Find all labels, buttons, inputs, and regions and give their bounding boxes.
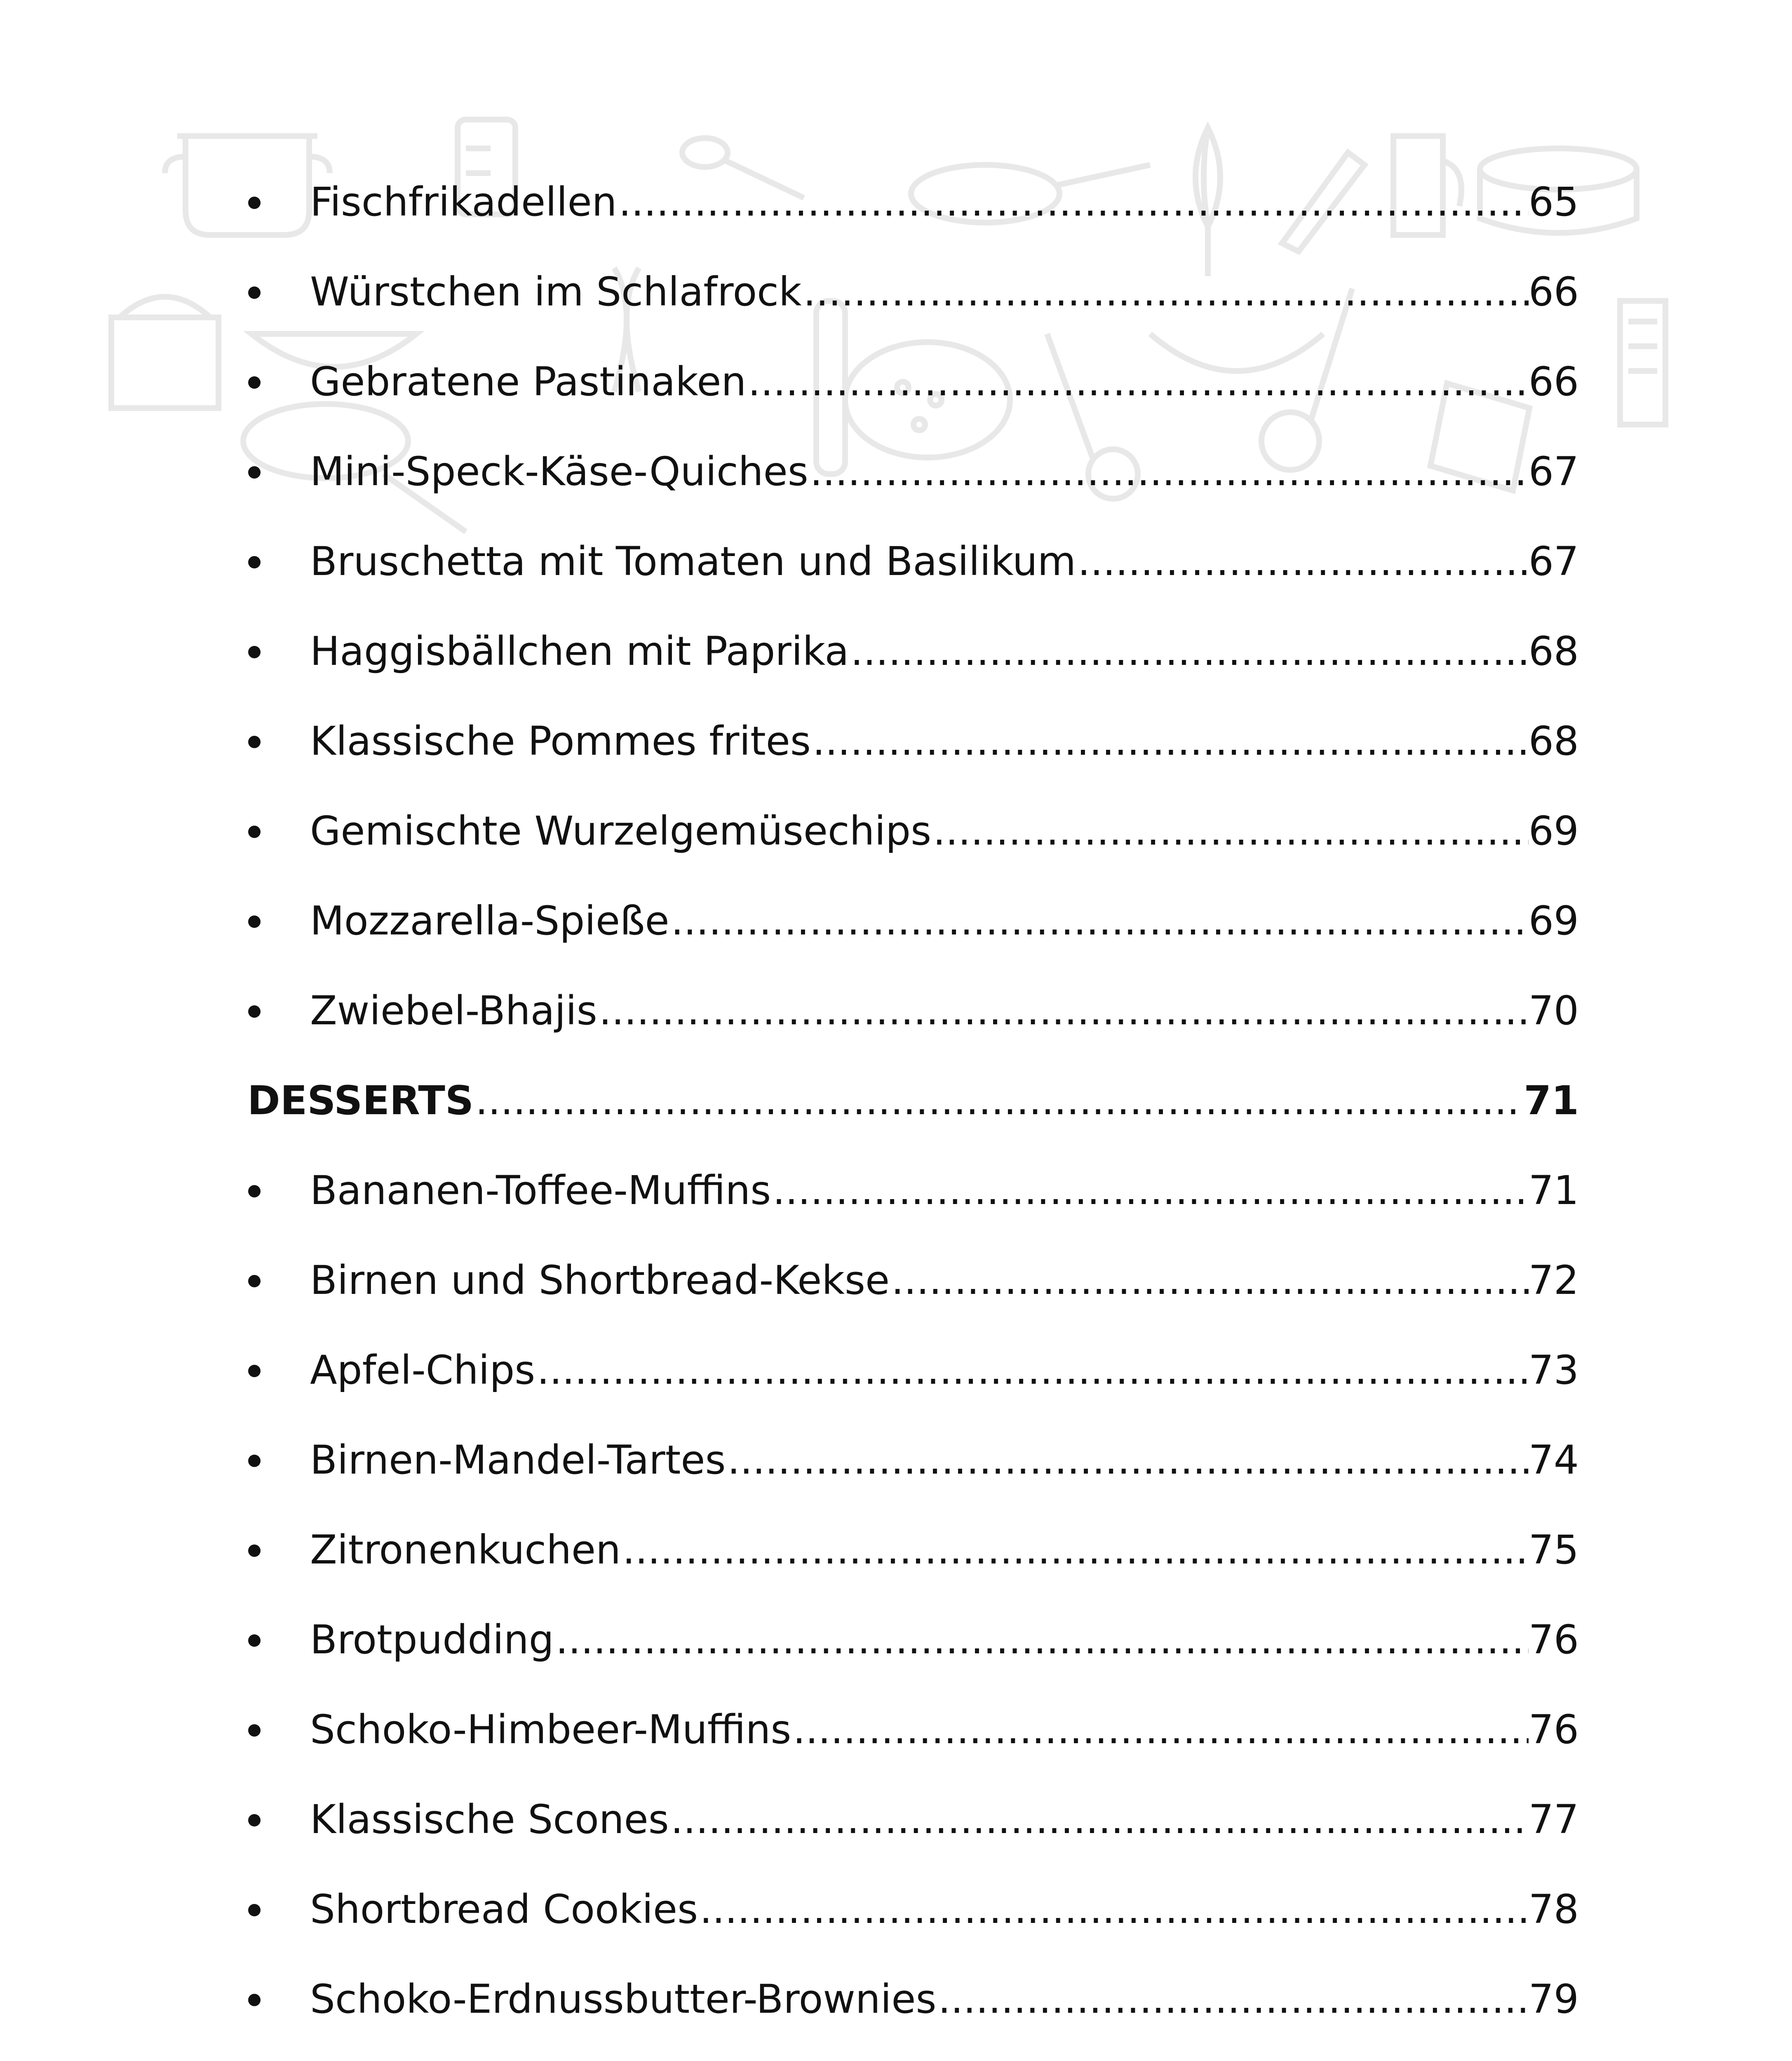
dot-leader: [771, 1162, 1529, 1219]
dot-leader: [621, 1521, 1529, 1579]
toc-entry[interactable]: [247, 443, 1579, 533]
bullet-icon: [248, 1365, 261, 1377]
toc-entry[interactable]: [247, 712, 1579, 802]
bullet-icon: [248, 1634, 261, 1647]
toc-entry[interactable]: [247, 1251, 1579, 1341]
toc-entry-title: Gebratene Pastinaken: [310, 359, 747, 405]
toc-entry-title: Klassische Pommes frites: [310, 718, 811, 764]
toc-entry-title: Klassische Scones: [310, 1796, 669, 1843]
toc-entry[interactable]: [247, 533, 1579, 622]
toc-entry[interactable]: [247, 1701, 1579, 1791]
toc-entry[interactable]: [247, 1880, 1579, 1970]
toc-entry-page: 66: [1528, 269, 1579, 315]
dot-leader: [1076, 533, 1529, 590]
toc-entry[interactable]: [247, 1611, 1579, 1701]
toc-entry[interactable]: [247, 982, 1579, 1072]
toc-entry[interactable]: [247, 1970, 1579, 2060]
dot-leader: [669, 1791, 1529, 1848]
toc-entry-title: Schoko-Himbeer-Muffins: [310, 1707, 791, 1753]
dot-leader: [617, 173, 1528, 231]
toc-entry-title: Würstchen im Schlafrock: [310, 269, 802, 315]
bullet-icon: [248, 556, 261, 568]
toc-entry[interactable]: [247, 1521, 1579, 1611]
toc-entry[interactable]: [247, 1431, 1579, 1521]
bullet-icon: [248, 1994, 261, 2006]
bullet-icon: [248, 736, 261, 748]
toc-entry-page: 69: [1528, 808, 1579, 854]
toc-entry-page: 76: [1528, 1617, 1579, 1663]
toc-entry[interactable]: [247, 622, 1579, 712]
toc-section-title: DESSERTS: [247, 1077, 474, 1124]
dot-leader: [726, 1431, 1528, 1489]
dot-leader: [936, 1970, 1528, 2028]
toc-entry-title: Apfel-Chips: [310, 1347, 535, 1393]
toc-entry[interactable]: [247, 353, 1579, 443]
bullet-icon: [248, 1724, 261, 1737]
toc-entry-page: 75: [1528, 1527, 1579, 1573]
bullet-icon: [248, 1545, 261, 1557]
toc-entry-page: 67: [1528, 448, 1579, 495]
toc-entry[interactable]: [247, 173, 1579, 263]
bullet-icon: [248, 1904, 261, 1916]
bullet-icon: [248, 1455, 261, 1467]
dot-leader: [554, 1611, 1529, 1669]
toc-entry[interactable]: [247, 802, 1579, 892]
bullet-icon: [248, 646, 261, 658]
toc-entry-page: 68: [1528, 628, 1579, 674]
toc-entry-page: 70: [1528, 988, 1579, 1034]
toc-entry-page: 74: [1528, 1437, 1579, 1483]
bullet-icon: [248, 1275, 261, 1287]
toc-entry-page: 72: [1528, 1257, 1579, 1303]
toc-entry-title: Birnen und Shortbread-Kekse: [310, 1257, 890, 1303]
toc-entry[interactable]: [247, 1341, 1579, 1431]
toc-entry-page: 65: [1528, 179, 1579, 225]
dot-leader: [698, 1880, 1529, 1938]
dot-leader: [890, 1251, 1529, 1309]
table-of-contents: [247, 173, 1579, 2061]
dot-leader: [931, 802, 1529, 860]
toc-entry-page: 66: [1528, 359, 1579, 405]
toc-entry-title: Haggisbällchen mit Paprika: [310, 628, 849, 674]
toc-entry-title: Mini-Speck-Käse-Quiches: [310, 448, 808, 495]
bullet-icon: [248, 1814, 261, 1826]
dot-leader: [746, 353, 1529, 411]
toc-entry[interactable]: [247, 1162, 1579, 1251]
dot-leader: [597, 982, 1529, 1040]
toc-entry-title: Mozzarella-Spieße: [310, 898, 669, 944]
toc-entry-title: Fischfrikadellen: [310, 179, 617, 225]
toc-entry-page: 78: [1528, 1886, 1579, 1932]
bullet-icon: [248, 1005, 261, 1018]
toc-entry-page: 73: [1528, 1347, 1579, 1393]
toc-entry-title: Shortbread Cookies: [310, 1886, 698, 1932]
toc-entry-title: Bananen-Toffee-Muffins: [310, 1167, 771, 1214]
dot-leader: [802, 263, 1529, 321]
toc-entry[interactable]: [247, 263, 1579, 353]
dot-leader: [808, 443, 1529, 500]
dot-leader: [474, 1072, 1524, 1129]
toc-entry-title: Zitronenkuchen: [310, 1527, 621, 1573]
dot-leader: [669, 892, 1529, 950]
grater-icon: [1620, 301, 1665, 425]
toc-section-page: 71: [1524, 1077, 1579, 1124]
toc-entry-page: 67: [1528, 538, 1579, 584]
toc-entry-page: 79: [1528, 1976, 1579, 2022]
dot-leader: [811, 712, 1529, 770]
toc-entry-title: Zwiebel-Bhajis: [310, 988, 597, 1034]
bullet-icon: [248, 1185, 261, 1197]
toc-entry-page: 68: [1528, 718, 1579, 764]
bullet-icon: [248, 376, 261, 389]
toc-entry[interactable]: [247, 892, 1579, 982]
bullet-icon: [248, 197, 261, 209]
toc-entry-title: Brotpudding: [310, 1617, 554, 1663]
toc-entry-page: 77: [1528, 1796, 1579, 1843]
toc-entry-page: 76: [1528, 1707, 1579, 1753]
dot-leader: [849, 622, 1529, 680]
toc-entry-page: 71: [1528, 1167, 1579, 1214]
toc-entry-title: Bruschetta mit Tomaten und Basilikum: [310, 538, 1076, 584]
bullet-icon: [248, 466, 261, 479]
toc-entry-title: Schoko-Erdnussbutter-Brownies: [310, 1976, 937, 2022]
toc-entry-page: 69: [1528, 898, 1579, 944]
toc-entry-title: Birnen-Mandel-Tartes: [310, 1437, 726, 1483]
bullet-icon: [248, 826, 261, 838]
bullet-icon: [248, 915, 261, 928]
toc-entry[interactable]: [247, 1791, 1579, 1880]
bullet-icon: [248, 286, 261, 299]
dot-leader: [791, 1701, 1528, 1758]
toc-section-desserts[interactable]: [247, 1072, 1579, 1162]
toc-entry-title: Gemischte Wurzelgemüsechips: [310, 808, 932, 854]
dot-leader: [535, 1341, 1529, 1399]
